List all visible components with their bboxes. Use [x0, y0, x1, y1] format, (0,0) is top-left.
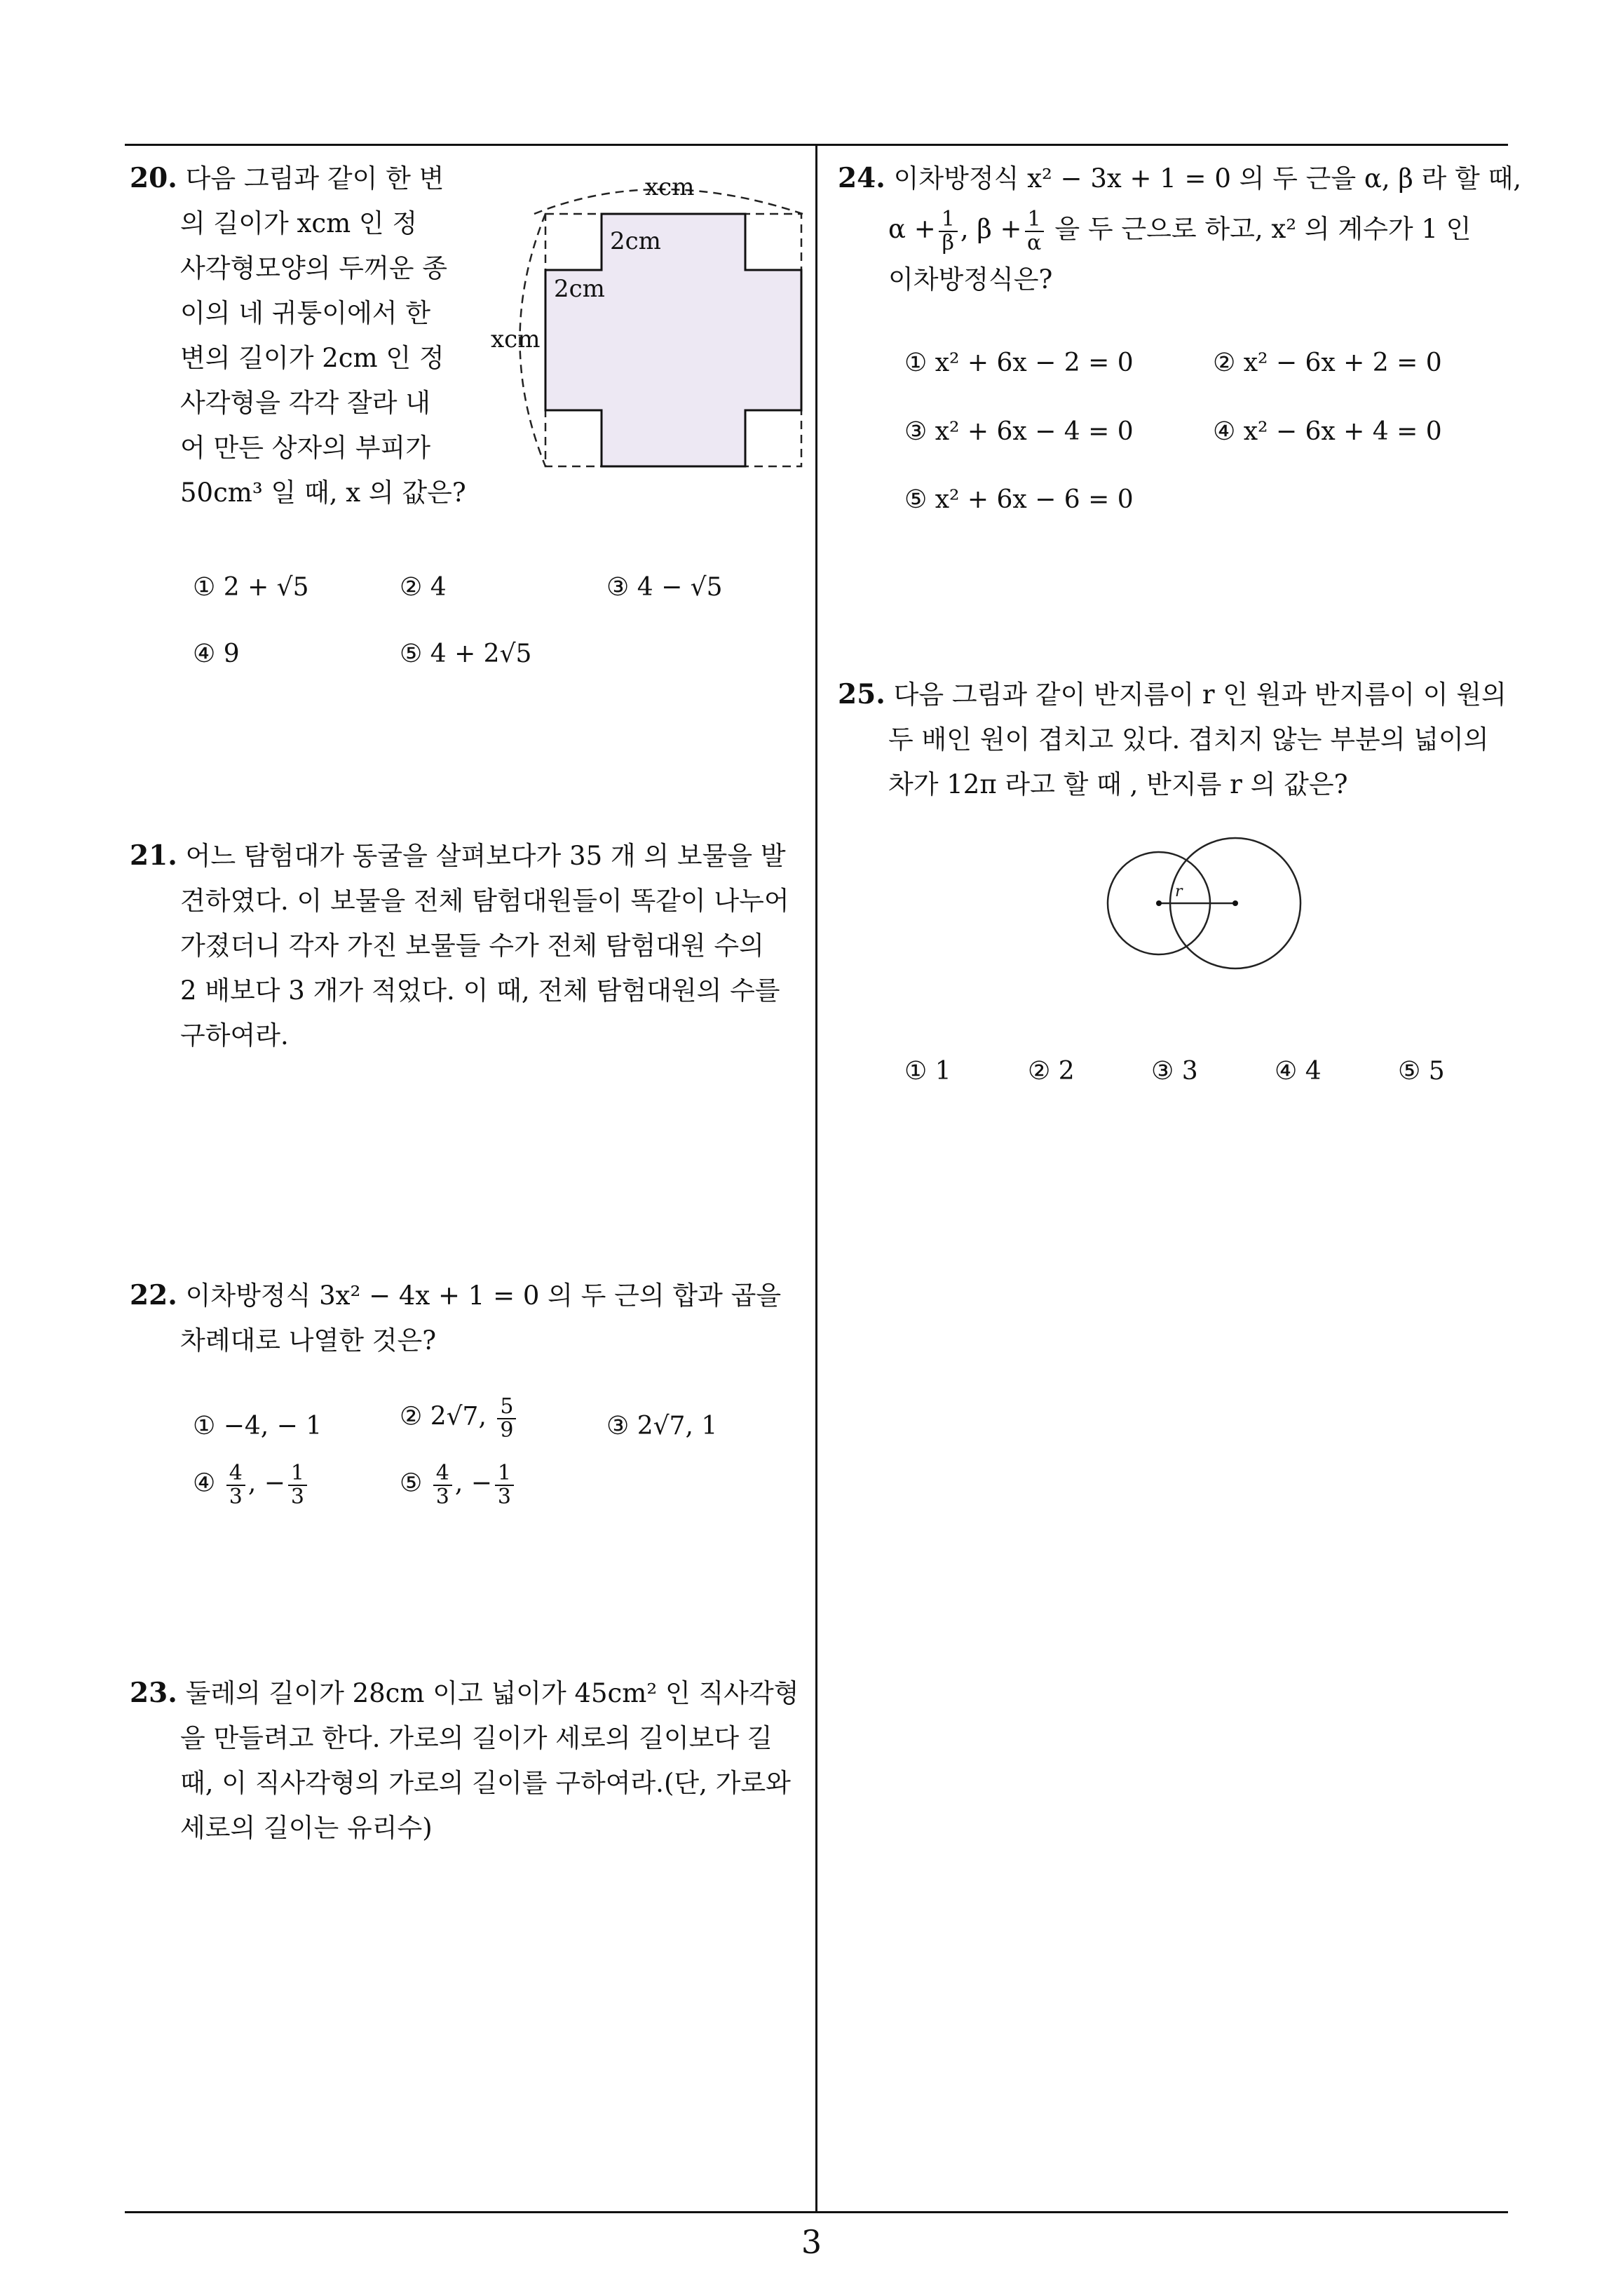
choice-label: ④ — [193, 1468, 216, 1498]
fraction: $\frac{1}{\alpha}$ — [1025, 208, 1044, 254]
paper-cutout-figure — [491, 168, 813, 477]
fraction: $\frac{1}{3}$ — [288, 1462, 307, 1508]
choice-4[interactable]: ④ 9 — [193, 640, 240, 668]
question-number: 23. — [130, 1677, 177, 1709]
question-number: 25. — [838, 678, 885, 710]
question-text-line: 의 길이가 xcm 인 정 — [180, 208, 418, 238]
choice-1[interactable]: ① 1 — [904, 1057, 951, 1086]
choice-3[interactable]: ③ 3 — [1151, 1057, 1198, 1086]
question-text-line: 어느 탐험대가 동굴을 살펴보다가 35 개 의 보물을 발 — [185, 841, 786, 871]
question-text-line: 이차방정식 3x² − 4x + 1 = 0 의 두 근의 합과 곱을 — [185, 1281, 782, 1311]
question-text-line: 어 만든 상자의 부피가 — [180, 433, 430, 463]
question-22 — [130, 1273, 810, 1363]
question-text-line: 2 배보다 3 개가 적었다. 이 때, 전체 탐험대원의 수를 — [180, 975, 780, 1006]
question-text-line: 다음 그림과 같이 한 변 — [185, 163, 444, 194]
choice-5[interactable]: ⑤ $\frac{4}{3}$ , − $\frac{1}{3}$ — [400, 1462, 517, 1508]
choice-label: ② 2√7, — [400, 1402, 487, 1431]
question-text-line: 차가 12π 라고 할 때 , 반지름 r 의 값은? — [888, 769, 1348, 799]
question-20 — [130, 156, 522, 515]
choice-5[interactable]: ⑤ 5 — [1398, 1057, 1445, 1086]
question-text-line: 차례대로 나열한 것은? — [180, 1325, 437, 1356]
question-24 — [838, 156, 1522, 302]
question-text-line: 변의 길이가 2cm 인 정 — [180, 343, 444, 373]
question-text-line: 가졌더니 각자 가진 보물들 수가 전체 탐험대원 수의 — [180, 931, 764, 961]
question-text-line: 이차방정식은? — [888, 264, 1053, 295]
choice-3[interactable]: ③ 2√7, 1 — [606, 1412, 718, 1440]
question-text-line: 이차방정식 x² − 3x + 1 = 0 의 두 근을 α, β 라 할 때, — [893, 163, 1522, 194]
fraction: $\frac{4}{3}$ — [226, 1462, 245, 1508]
choice-5[interactable]: ⑤ x² + 6x − 6 = 0 — [904, 485, 1134, 514]
page-number: 3 — [801, 2223, 822, 2261]
question-number: 20. — [130, 162, 177, 194]
question-text-line: 50cm³ 일 때, x 의 값은? — [180, 478, 466, 508]
choice-1[interactable]: ① x² + 6x − 2 = 0 — [904, 349, 1134, 377]
choice-4[interactable]: ④ $\frac{4}{3}$ , − $\frac{1}{3}$ — [193, 1462, 310, 1508]
choice-1[interactable]: ① 2 + √5 — [193, 573, 309, 602]
choice-5[interactable]: ⑤ 4 + 2√5 — [400, 640, 532, 668]
question-text-line: 구하여라. — [180, 1020, 289, 1051]
question-text-line: 사각형을 각각 잘라 내 — [180, 388, 430, 418]
fraction: $\frac{4}{3}$ — [433, 1462, 452, 1508]
question-number: 24. — [838, 162, 885, 194]
choice-2[interactable] — [400, 1396, 519, 1441]
question-text-line: 견하였다. 이 보물을 전체 탐험대원들이 똑같이 나누어 — [180, 886, 789, 916]
choice-2[interactable]: ② 2 — [1028, 1057, 1075, 1086]
choice-2[interactable]: ② 4 — [400, 573, 447, 602]
question-number: 22. — [130, 1279, 177, 1311]
fraction: $\frac{5}{9}$ — [497, 1396, 516, 1441]
question-text-line: 두 배인 원이 겹치고 있다. 겹치지 않는 부분의 넓이의 — [888, 724, 1489, 755]
cut-label-vertical: 2cm — [610, 227, 661, 255]
question-number: 21. — [130, 839, 177, 872]
choice-3[interactable]: ③ x² + 6x − 4 = 0 — [904, 417, 1134, 446]
top-dimension-label: xcm — [645, 173, 695, 201]
large-center-point — [1232, 900, 1238, 906]
choice-4[interactable]: ④ 4 — [1275, 1057, 1322, 1086]
cut-label-horizontal: 2cm — [554, 275, 605, 303]
choice-1[interactable]: ① −4, − 1 — [193, 1412, 322, 1440]
column-divider — [815, 144, 817, 2213]
cross-shape — [545, 214, 801, 466]
fraction: $\frac{1}{3}$ — [495, 1462, 514, 1508]
question-text-line: 때, 이 직사각형의 가로의 길이를 구하여라.(단, 가로와 — [180, 1768, 791, 1798]
question-text-line: 사각형모양의 두꺼운 종 — [180, 253, 447, 283]
small-center-point — [1156, 900, 1162, 906]
question-23 — [130, 1670, 810, 1851]
question-text-line: 둘레의 길이가 28cm 이고 넓이가 45cm² 인 직사각형 — [185, 1678, 799, 1708]
question-text-line: 을 만들려고 한다. 가로의 길이가 세로의 길이보다 길 — [180, 1723, 773, 1753]
radius-label: r — [1175, 883, 1183, 900]
question-25 — [838, 672, 1511, 807]
question-21 — [130, 833, 810, 1058]
question-text-line: α + $\frac{1}{\beta}$ , β + $\frac{1}{\alpha}$ 을 두 근으로 하고, x² 의 계수가 1 인 — [888, 207, 1472, 255]
overlapping-circles-figure — [1101, 831, 1311, 978]
choice-3[interactable]: ③ 4 − √5 — [606, 573, 723, 602]
choice-label: ⑤ — [400, 1468, 423, 1498]
question-text-line: 이의 네 귀퉁이에서 한 — [180, 298, 430, 328]
choice-2[interactable]: ② x² − 6x + 2 = 0 — [1213, 349, 1442, 377]
question-text-line: 세로의 길이는 유리수) — [180, 1813, 433, 1843]
side-dimension-label: xcm — [491, 325, 541, 353]
question-text-line: 다음 그림과 같이 반지름이 r 인 원과 반지름이 이 원의 — [893, 680, 1507, 710]
choice-4[interactable]: ④ x² − 6x + 4 = 0 — [1213, 417, 1442, 446]
fraction: $\frac{1}{\beta}$ — [939, 208, 958, 254]
